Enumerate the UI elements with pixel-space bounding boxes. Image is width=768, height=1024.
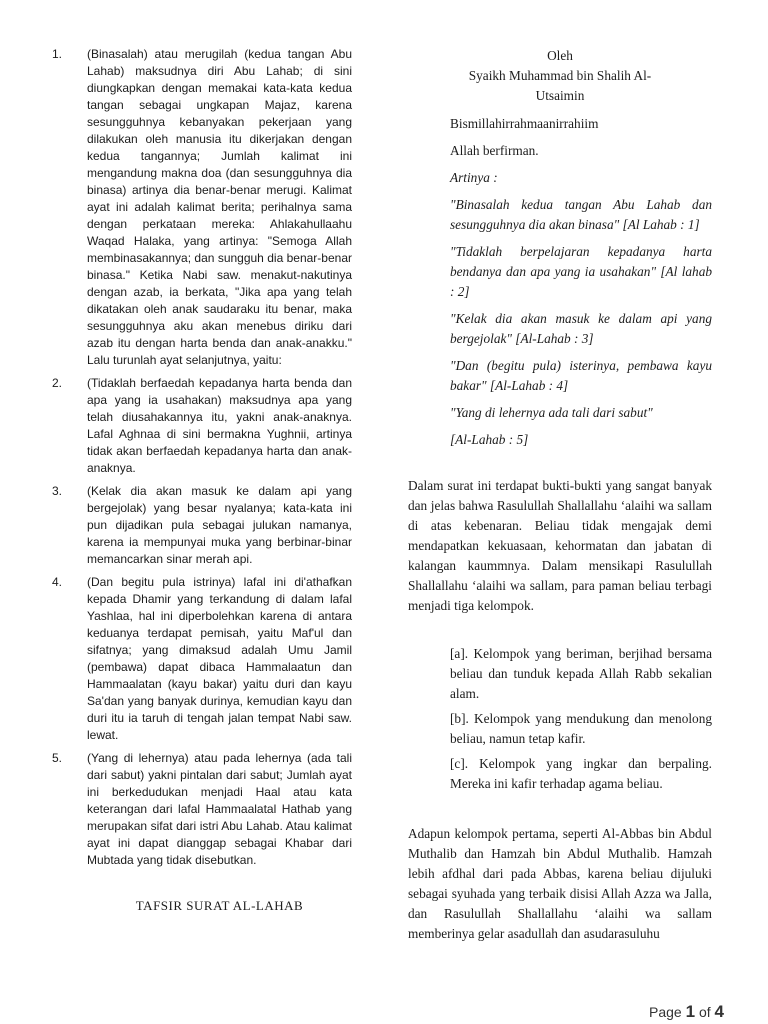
group-item: [c]. Kelompok yang ingkar dan berpaling. Mereka ini kafir terhadap agama beliau. (450, 756, 712, 791)
item-number: 3. (52, 484, 63, 498)
intro-block (408, 114, 712, 450)
tafsir-list (52, 46, 352, 869)
item-number: 4. (52, 575, 63, 589)
item-text: (Yang di lehernya) atau pada lehernya (ada tali dari sabut) yakni pintalan dari sabut; Jumlah ayat ini berkedudukan menjadi Haal atau kata keterangan dari lafal Hammaalatal Hathab yang merupakan sifat dari istri Abu Lahab. Atau kalimat ayat ini dapat dianggap sebagai Khabar dari Mubtada yang tidak disebutkan. (87, 751, 352, 867)
paragraph: Adapun kelompok pertama, seperti Al-Abbas bin Abdul Muthalib dan Hamzah bin Abdul Muthalib. Hamzah lebih afdhal dari pada Abbas, karena beliau dijuluki sebagai syuhada yang terbaik disisi Allah Azza wa Jalla, dan Rasulullah Shallallahu ‘alaihi wa sallam memberinya gelar asadullah dan asudarasuluhu (408, 826, 712, 941)
page-indicator (649, 1002, 724, 1022)
paragraph: Dalam surat ini terdapat bukti-bukti yang sangat banyak dan jelas bahwa Rasulullah Shallallahu ‘alaihi wa sallam di atas kebenaran. Beliau tidak mengajak demi mendapatkan kekuasaan, kehormatan dan jabatan di kalangan kaummnya. Dalam mensikapi Rasulullah Shallallahu ‘alaihi wa sallam, para paman beliau terbagi menjadi tiga kelompok. (408, 478, 712, 613)
verse-translation: "Tidaklah berpelajaran kepadanya harta bendanya dan apa yang ia usahakan" [Al lahab : 2] (450, 244, 712, 299)
item-number: 5. (52, 751, 63, 765)
right-column (408, 46, 712, 944)
verse-translation: "Dan (begitu pula) isterinya, pembawa kayu bakar" [Al-Lahab : 4] (450, 358, 712, 393)
groups-list (408, 644, 712, 794)
bismillah: Bismillahirrahmaanirrahiim (450, 116, 599, 131)
verse-translation: "Yang di lehernya ada tali dari sabut" (450, 405, 653, 420)
list-item (52, 483, 352, 568)
of-word: of (698, 1004, 711, 1020)
item-number: 1. (52, 47, 63, 61)
item-text: (Binasalah) atau merugilah (kedua tangan Abu Lahab) maksudnya diri Abu Lahab; di sini diungkapkan dengan memakai kata-kata kedua tangan sebagai ungkapan Majaz, karena sesungguhnya kebanyakan pekerjaan yang dilakukan oleh manusia itu dikerjakan dengan kedua tangannya; Jumlah kalimat ini mengandung makna doa (dan sesungguhnya dia binasa) artinya dia benar-benar merugi. Kalimat ayat ini adalah kalimat berita; perihalnya sama dengan perkataan mereka: Ahlakahullaahu Waqad Halaka, yang artinya: "Semoga Allah membinasakannya; dan sungguh dia benar-benar binasa." Ketika Nabi saw. menakut-nakutinya dengan azab, ia berkata, "Jika apa yang telah dikatakan oleh anak saudaraku itu benar, maka sesungguhnya aku akan menebus diriku dari azab itu dengan harta benda dan anak-anakku." Lalu turunlah ayat selanjutnya, yaitu: (87, 47, 352, 367)
list-item (52, 46, 352, 369)
byline (408, 46, 712, 106)
page-word: Page (649, 1004, 682, 1020)
left-column (52, 46, 352, 914)
verse-translation: "Kelak dia akan masuk ke dalam api yang bergejolak" [Al-Lahab : 3] (450, 311, 712, 346)
list-item (52, 375, 352, 477)
body-text (408, 476, 712, 616)
page-current: 1 (685, 1002, 696, 1021)
section-heading: TAFSIR SURAT AL-LAHAB (135, 898, 304, 913)
body-text (408, 824, 712, 944)
byline-line: Oleh (547, 48, 573, 63)
group-item: [b]. Kelompok yang mendukung dan menolong beliau, namun tetap kafir. (450, 711, 712, 746)
item-text: (Dan begitu pula istrinya) lafal ini di'athafkan kepada Dhamir yang terkandung di dalam lafal Yashlaa, hal ini diperbolehkan karena di antara keduanya terdapat pemisah, yaitu Maf'ul dan sifatnya; yang dimaksud adalah Umu Jamil (pembawa) dapat dibaca Hammalaatun dan Hammaalatan (kayu bakar) yaitu duri dan kayu Sa'dan yang banyak durinya, kemudian kayu dan duri itu ia taruh di tengah jalan tempat Nabi saw. lewat. (87, 575, 352, 742)
item-number: 2. (52, 376, 63, 390)
page-total: 4 (714, 1002, 724, 1021)
list-item (52, 750, 352, 869)
verse-reference: [Al-Lahab : 5] (450, 432, 529, 447)
item-text: (Tidaklah berfaedah kepadanya harta benda dan apa yang ia usahakan) maksudnya apa yang telah diusahakannya itu, yakni anak-anaknya. Lafal Aghnaa di sini bermakna Yughnii, artinya tidak akan berfaedah kepadanya harta dan anak-anaknya. (87, 376, 352, 475)
group-item: [a]. Kelompok yang beriman, berjihad bersama beliau dan tunduk kepada Allah Rabb sekalian alam. (450, 646, 712, 701)
item-text: (Kelak dia akan masuk ke dalam api yang bergejolak) yang besar nyalanya; kata-kata ini pun dijadikan pula sebagai julukan namanya, karena ia mempunyai muka yang berbinar-binar memancarkan sinar merah api. (87, 484, 352, 566)
byline-line: Syaikh Muhammad bin Shalih Al- (468, 68, 652, 83)
list-item (52, 574, 352, 744)
artinya-label: Artinya : (450, 170, 498, 185)
byline-line: Utsaimin (535, 88, 585, 103)
verse-translation: "Binasalah kedua tangan Abu Lahab dan sesungguhnya dia akan binasa" [Al Lahab : 1] (450, 197, 712, 232)
allah-berfirman: Allah berfirman. (450, 143, 539, 158)
